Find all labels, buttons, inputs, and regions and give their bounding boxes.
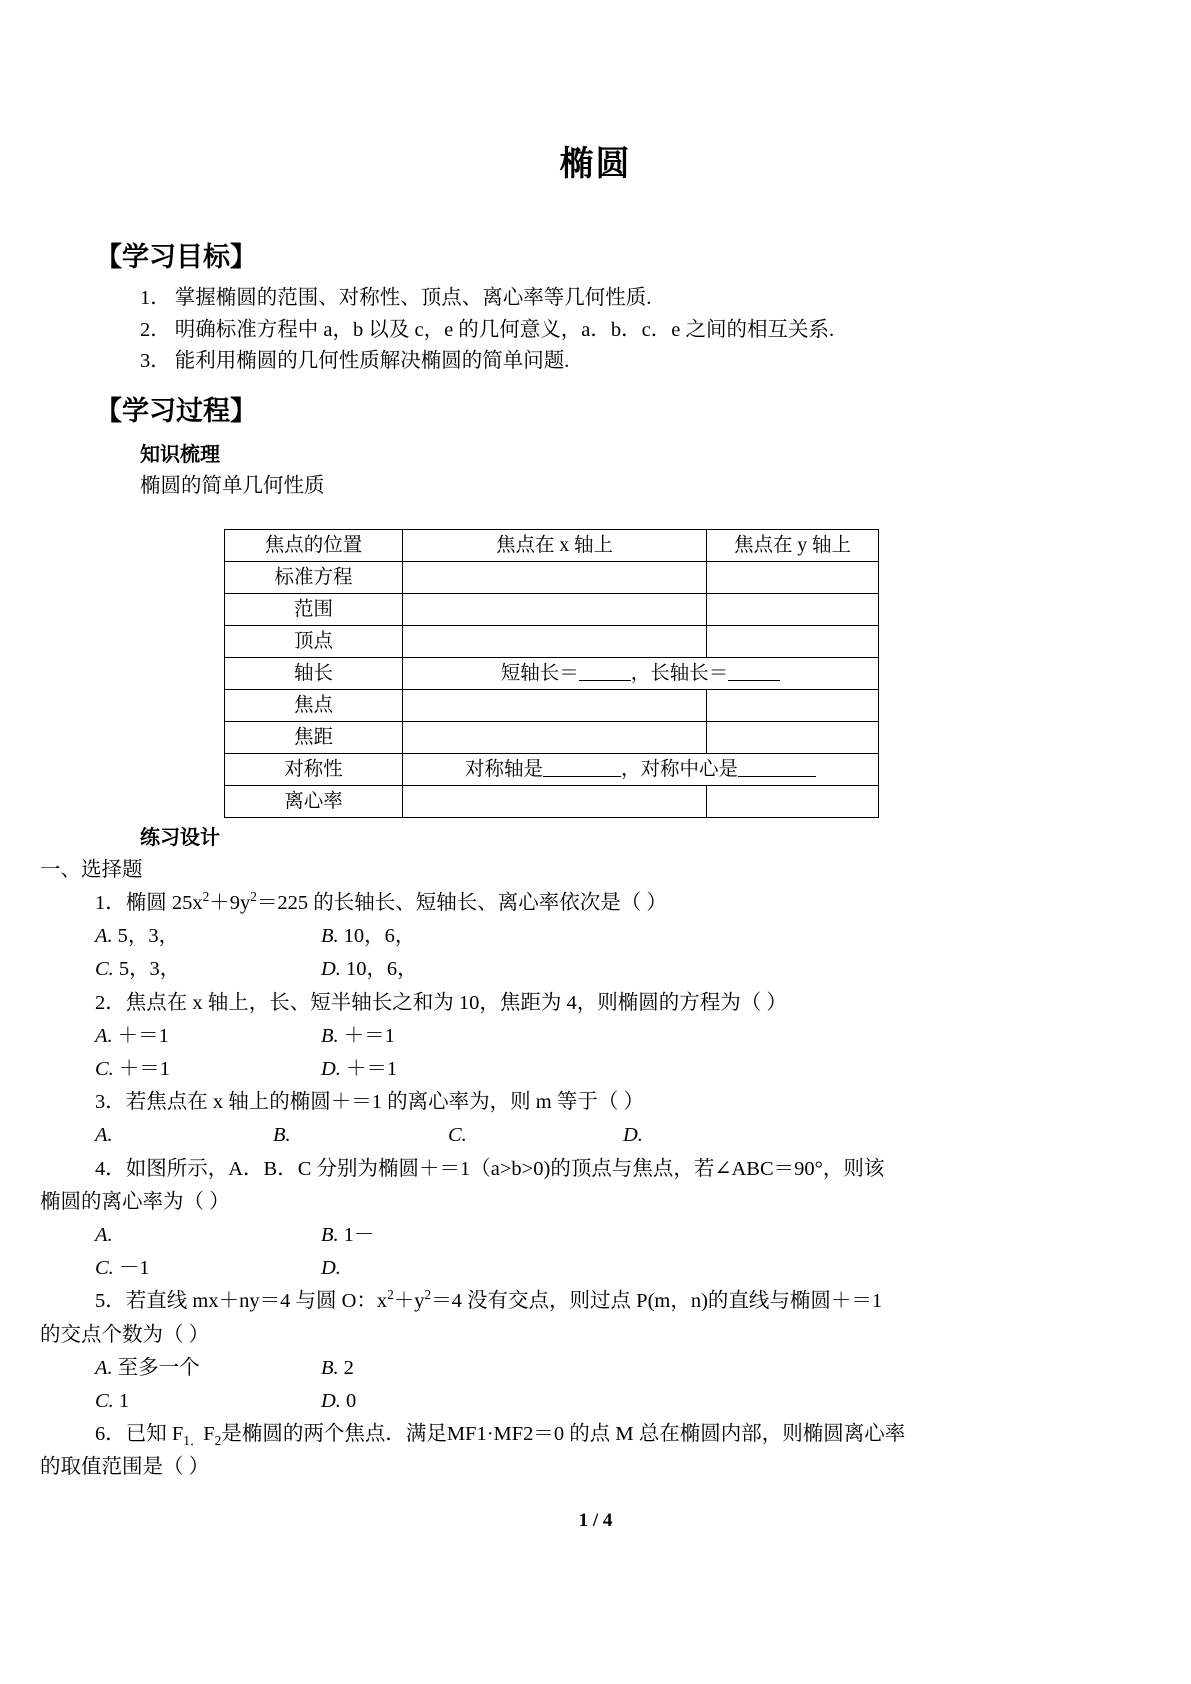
row-label-standard-equation: 标准方程 [225,562,403,594]
objective-number: 3． [140,350,171,373]
exercise-group-multiple-choice: 一、选择题 [40,859,143,882]
symmetry-mid: ，对称中心是 [621,758,739,780]
fill-blank-symmetry-center[interactable] [738,757,816,777]
subheading-practice-design: 练习设计 [140,827,220,850]
cell-standard-equation-y[interactable] [707,562,879,594]
section-heading-learning-goals: 【学习目标】 [95,241,257,272]
objective-text: 掌握椭圆的范围、对称性、顶点、离心率等几何性质. [174,286,652,309]
table-header-cell-y-axis: 焦点在 y 轴上 [707,530,879,562]
option-1-d[interactable]: D. 10，6， [321,958,418,981]
table-row [225,690,879,722]
learning-objectives-list [0,277,1191,378]
question-4-options-row-1 [0,1219,1191,1252]
section-heading-learning-process: 【学习过程】 [95,396,257,427]
subheading-knowledge-review: 知识梳理 [140,444,220,467]
question-5-options-row-2 [0,1385,1191,1418]
question-2-stem: 2．焦点在 x 轴上，长、短半轴长之和为 10，焦距为 4，则椭圆的方程为（ ） [95,991,787,1014]
page-number-footer: 1 / 4 [578,1510,613,1531]
cell-axis-length-merged[interactable] [403,658,879,690]
table-header-cell-position: 焦点的位置 [225,530,403,562]
question-6-stem-continued: 的取值范围是（ ） [40,1456,210,1479]
option-2-b[interactable]: B. ＋＝1 [321,1024,395,1047]
option-3-b[interactable]: B. [273,1124,291,1147]
question-1-options-row-1 [0,920,1191,953]
fill-blank-minor-axis[interactable] [579,661,631,681]
list-item [0,346,1191,378]
row-label-range: 范围 [225,594,403,626]
option-4-c[interactable]: C. －1 [95,1257,150,1280]
objective-text: 能利用椭圆的几何性质解决椭圆的简单问题. [174,350,570,373]
page-title: 椭圆 [559,146,632,183]
table-header-cell-x-axis: 焦点在 x 轴上 [403,530,707,562]
row-label-focal-distance: 焦距 [225,722,403,754]
option-3-d[interactable]: D. [623,1124,643,1147]
option-1-a[interactable]: A. 5，3， [95,925,180,948]
cell-foci-x[interactable] [403,690,707,722]
question-3-options-row [0,1119,1191,1152]
question-number: 1． [95,891,126,914]
question-5-stem: 5．若直线 mx＋ny＝4 与圆 O：$x^2+y^2=4$ 没有交点，则过点 P(m，n)的直线与椭圆＋＝1 [95,1287,883,1313]
table-row [225,594,879,626]
option-4-b[interactable]: B. 1－ [321,1223,375,1246]
table-row [225,562,879,594]
question-5-stem-continued: 的交点个数为（ ） [40,1323,210,1346]
axis-length-mid: ，长轴长＝ [630,662,729,684]
question-number: 2． [95,991,126,1014]
table-row [225,722,879,754]
cell-standard-equation-x[interactable] [403,562,707,594]
cell-eccentricity-x[interactable] [403,786,707,818]
row-label-eccentricity: 离心率 [225,786,403,818]
option-5-d[interactable]: D. 0 [321,1389,357,1412]
option-2-d[interactable]: D. ＋＝1 [321,1057,398,1080]
question-1-options-row-2 [0,953,1191,986]
question-2-options-row-2 [0,1053,1191,1086]
option-1-b[interactable]: B. 10，6， [321,925,416,948]
objective-number: 2． [140,318,171,341]
cell-range-x[interactable] [403,594,707,626]
option-4-a[interactable]: A. [95,1223,113,1246]
table-row [225,658,879,690]
symmetry-prefix: 对称轴是 [464,758,543,780]
cell-focal-distance-x[interactable] [403,722,707,754]
option-3-a[interactable]: A. [95,1124,113,1147]
table-row [225,786,879,818]
table-row [225,530,879,562]
row-label-axis-length: 轴长 [225,658,403,690]
fill-blank-major-axis[interactable] [728,661,780,681]
option-4-d[interactable]: D. [321,1257,341,1280]
list-item [0,315,1191,347]
question-number: 5． [95,1290,126,1313]
row-label-symmetry: 对称性 [225,754,403,786]
option-3-c[interactable]: C. [448,1124,467,1147]
option-5-a[interactable]: A. 至多一个 [95,1356,200,1379]
properties-table-wrapper [0,503,1191,818]
cell-symmetry-merged[interactable] [403,754,879,786]
question-2-options-row-1 [0,1020,1191,1053]
question-4-stem-continued: 椭圆的离心率为（ ） [40,1190,230,1213]
question-number: 4． [95,1157,126,1180]
option-1-c[interactable]: C. 5，3， [95,958,181,981]
objective-number: 1． [140,286,171,309]
option-5-c[interactable]: C. 1 [95,1389,130,1412]
question-6-stem: 6．已知 $F_{1.}F_2$是椭圆的两个焦点．满足MF1·MF2＝0 的点 M 总在椭圆内部，则椭圆离心率 [95,1423,906,1449]
cell-eccentricity-y[interactable] [707,786,879,818]
table-row [225,754,879,786]
option-2-c[interactable]: C. ＋＝1 [95,1057,171,1080]
question-number: 6． [95,1423,126,1446]
question-1-stem: 1．椭圆 $25x^2+9y^2=225$ 的长轴长、短轴长、离心率依次是（ ） [95,889,667,914]
cell-vertices-y[interactable] [707,626,879,658]
question-4-stem: 4．如图所示，A．B．C 分别为椭圆＋＝1（a>b>0)的顶点与焦点，若∠ABC＝90°，则该 [95,1157,885,1180]
ellipse-properties-table [224,529,879,818]
question-number: 3． [95,1091,126,1114]
cell-foci-y[interactable] [707,690,879,722]
knowledge-description: 椭圆的简单几何性质 [140,475,325,498]
question-4-options-row-2 [0,1252,1191,1285]
row-label-foci: 焦点 [225,690,403,722]
option-2-a[interactable]: A. ＋＝1 [95,1024,169,1047]
row-label-vertices: 顶点 [225,626,403,658]
option-5-b[interactable]: B. 2 [321,1356,354,1379]
question-5-options-row-1 [0,1352,1191,1385]
cell-range-y[interactable] [707,594,879,626]
question-3-stem: 3．若焦点在 x 轴上的椭圆＋＝1 的离心率为，则 m 等于（ ） [95,1091,644,1114]
fill-blank-symmetry-axis[interactable] [543,757,621,777]
cell-focal-distance-y[interactable] [707,722,879,754]
objective-text: 明确标准方程中 a，b 以及 c，e 的几何意义，a．b．c．e 之间的相互关系. [174,318,835,341]
axis-length-prefix: 短轴长＝ [500,662,579,684]
table-row [225,626,879,658]
cell-vertices-x[interactable] [403,626,707,658]
list-item [0,283,1191,315]
